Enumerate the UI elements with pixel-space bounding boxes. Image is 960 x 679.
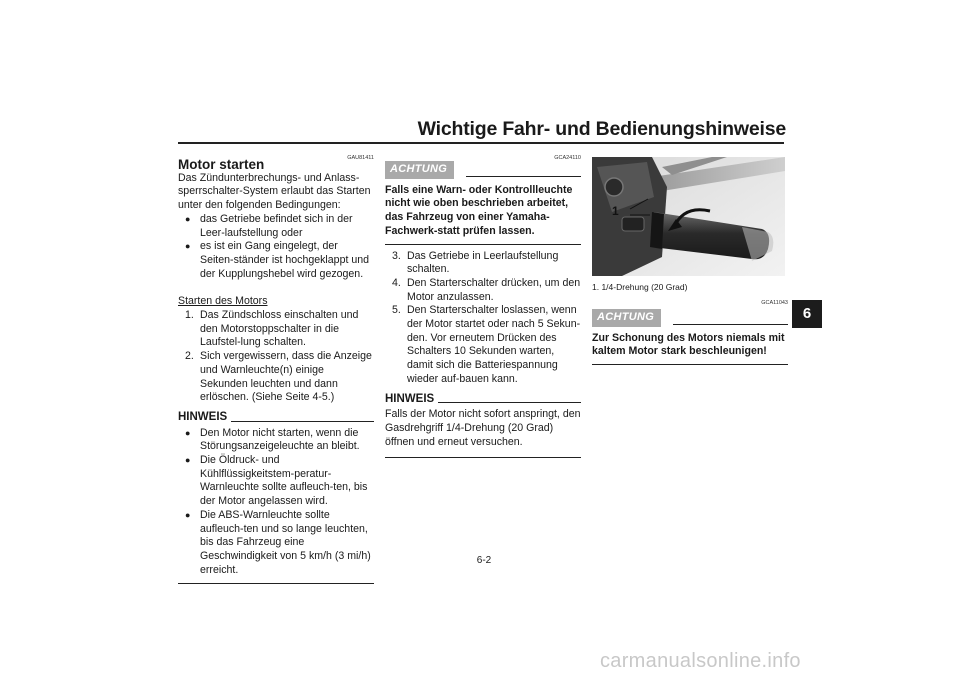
intro-text: Das Zündunterbrechungs- und Anlass-sperrschalter-System erlaubt das Starten unter den folgenden Bedingungen:: [178, 171, 371, 212]
hinweis-heading: HINWEIS: [385, 393, 581, 407]
watermark: carmanualsonline.info: [600, 650, 801, 672]
section-divider: [592, 364, 788, 365]
achtung-heading: [385, 161, 581, 179]
list-item: 3. Das Getriebe in Leerlaufstellung schalten.: [392, 249, 559, 276]
list-item: ● es ist ein Gang eingelegt, der Seiten-ständer ist hochgeklappt und der Kupplungshebel wird gezogen.: [178, 240, 374, 281]
column-right: [592, 309, 788, 365]
page-number: 6-2: [476, 555, 492, 566]
achtung-badge: ACHTUNG: [385, 161, 454, 179]
warning-text: Zur Schonung des Motors niemals mit kaltem Motor stark beschleunigen!: [592, 331, 785, 358]
list-item: ● Die Öldruck- und Kühlflüssigkeitstem-peratur-Warnleuchte sollte aufleuch-ten, bis der Motor angelassen wird.: [178, 454, 374, 509]
image-callout: 1: [612, 204, 619, 218]
hinweis-list: [178, 427, 374, 578]
list-item: ● Die ABS-Warnleuchte sollte aufleuch-ten und so lange leuchten, bis das Fahrzeug eine Geschwindigkeit von 5 km/h (3 mi/h) erreicht.: [178, 509, 374, 578]
section-heading: Motor starten: [178, 157, 265, 172]
warning-text: Falls eine Warn- oder Kontrollleuchte nicht wie oben beschrieben arbeitet, das Fahrzeug von einer Yamaha-Fachwerk-statt prüfen lassen.: [385, 183, 573, 237]
list-item: 5. Den Starterschalter loslassen, wenn der Motor startet oder nach 5 Sekun-den. Vor erneutem Drücken des Schalters 10 Sekunden warten, damit sich die Batteriespannung wieder auf-bauen kann.: [392, 304, 581, 385]
hinweis-heading: HINWEIS: [178, 411, 374, 425]
achtung-badge: ACHTUNG: [592, 309, 661, 327]
subheading: Starten des Motors: [178, 295, 268, 308]
list-item: 1. Das Zündschloss einschalten und den Motorstoppschalter in die Laufstel-lung schalten.: [185, 309, 359, 349]
list-item: 2. Sich vergewissern, dass die Anzeige und Warnleuchte(n) einige Sekunden leuchten und dann erlöschen. (Siehe Seite 4-5.): [185, 350, 372, 404]
section-divider: [385, 244, 581, 245]
throttle-grip-photo: [592, 157, 785, 276]
steps-list: [385, 250, 581, 387]
condition-list: [178, 213, 374, 282]
section-code: GCA11043: [761, 300, 788, 306]
achtung-heading: [592, 309, 788, 327]
list-item: ● das Getriebe befindet sich in der Leer-laufstellung oder: [178, 213, 374, 240]
steps-list: [178, 309, 374, 405]
list-item: ● Den Motor nicht starten, wenn die Störungsanzeigeleuchte an bleibt.: [178, 427, 374, 454]
section-divider: [178, 583, 374, 584]
page-title: Wichtige Fahr- und Bedienungshinweise: [417, 118, 786, 140]
section-divider: [385, 457, 581, 458]
hinweis-text: Falls der Motor nicht sofort anspringt, den Gasdrehgriff 1/4-Drehung (20 Grad) öffnen und erneut versuchen.: [385, 408, 581, 448]
column-left: [178, 158, 374, 584]
image-caption: 1. 1/4-Drehung (20 Grad): [592, 282, 688, 292]
list-item: 4. Den Starterschalter drücken, um den Motor anzulassen.: [392, 276, 581, 303]
title-rule: [178, 142, 784, 144]
section-code: GAU81411: [347, 155, 374, 161]
column-middle: [385, 161, 581, 458]
section-code: GCA24110: [554, 155, 581, 161]
chapter-tab: 6: [792, 300, 822, 328]
